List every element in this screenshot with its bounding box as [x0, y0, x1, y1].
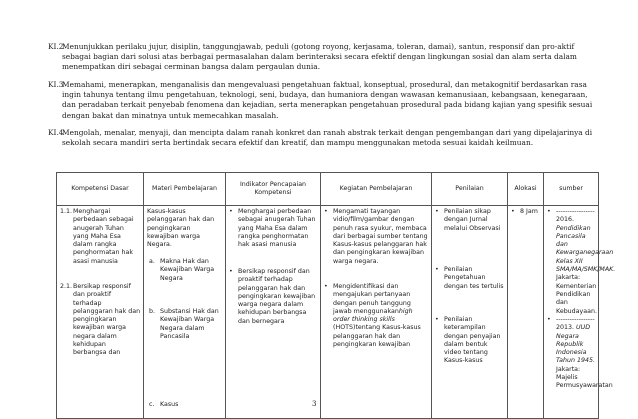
table-row [57, 206, 599, 419]
kegiatan-item: Mengidentifikasi dan mengajukan pertanyaan dengan penuh tanggung jawab menggunakanhigh order thinking skills (HOTS)tentang Kasus-kasus pelanggaran hak dan pengingkaran kewajiban [333, 283, 421, 349]
header-kegiatan: Kegiatan Pembelajaran [321, 173, 432, 206]
ki-code: KI.4 [48, 128, 64, 137]
kd-text: Bersikap responsif dan proaktif terhadap pelanggaran hak dan pengingkaran kewajiban warga negara dalam kehidupan berbangsa dan [73, 283, 141, 357]
ki-code: KI.3 [48, 80, 64, 89]
bullet-icon: • [229, 208, 233, 215]
ki-text: Memahami, menerapkan, menganalisis dan mengevaluasi pengetahuan faktual, konseptual, prosedural, dan metakognitif berdasarkan rasa ingin tahunya tentang ilmu pengetahuan, teknologi, seni, budaya, dan humaniora dengan wawasan kemanusiaan, kebangsaan, kenegaraan, dan peradaban terkait penyebab fenomena dan kejadian, serta menerapkan pengetahuan prosedural pada bidang kajian yang spesifik sesuai dengan bakat dan minatnya untuk memecahkan masalah. [62, 80, 593, 120]
table-header-row [57, 173, 599, 206]
cell-kompetensi-dasar [57, 206, 144, 419]
bullet-icon: • [547, 316, 551, 323]
header-penilaian: Penilaian [432, 173, 508, 206]
header-indikator: Indikator Pencapaian Kompetensi [226, 173, 321, 206]
kd-number: 2.1. [60, 283, 73, 290]
cell-sumber [544, 206, 616, 419]
penilaian-item: Penilaian sikap dengan Jurnal melalui Observasi [444, 208, 501, 232]
cell-indikator [226, 206, 321, 419]
cell-alokasi [508, 206, 544, 419]
syllabus-table [56, 172, 616, 419]
page-number: 3 [312, 400, 317, 408]
list-label: a. [149, 258, 155, 265]
materi-intro: Kasus-kasus pelanggaran hak dan pengingkaran kewajiban warga Negara. [147, 208, 215, 249]
header-kompetensi-dasar: Kompetensi Dasar [57, 173, 144, 206]
kd-text: Menghargai perbedaan sebagai anugerah Tuhan yang Maha Esa dalam rangka penghormatan hak asasi manusia [73, 208, 134, 265]
list-label: b. [149, 308, 155, 315]
materi-item: Makna Hak dan Kewajiban Warga Negara [160, 258, 215, 282]
ki-code: KI.2 [48, 42, 64, 51]
bullet-icon: • [435, 316, 439, 323]
bullet-icon: • [547, 208, 551, 215]
cell-materi [144, 206, 226, 419]
cell-penilaian [432, 206, 508, 419]
bullet-icon: • [324, 283, 328, 290]
materi-item: Kasus [160, 401, 179, 408]
list-label: c. [149, 401, 155, 408]
bullet-icon: • [435, 266, 439, 273]
sumber-item: ----------------- 2013. UUD Negara Republik Indonesia Tahun 1945. Jakarta: Majelis Permusyawaratan [556, 316, 613, 390]
bullet-icon: • [511, 208, 515, 215]
penilaian-item: Penilaian Pengetahuan dengan tes tertulis [444, 266, 504, 290]
cell-kegiatan [321, 206, 432, 419]
header-sumber: sumber [544, 173, 599, 206]
bullet-icon: • [324, 208, 328, 215]
alokasi-value: 8 Jam [520, 208, 538, 215]
header-materi: Materi Pembelajaran [144, 173, 226, 206]
bullet-icon: • [229, 268, 233, 275]
ki-text: Menunjukkan perilaku jujur, disiplin, tanggungjawab, peduli (gotong royong, kerjasama, toleran, damai), santun, responsif dan pro-aktif sebagai bagian dari solusi atas berbagai permasalahan dalam berinteraksi secara efektif dengan lingkungan sosial dan alam serta dalam menempatkan diri sebagai cerminan bangsa dalam pergaulan dunia. [62, 42, 577, 72]
ki-text: Mengolah, menalar, menyaji, dan mencipta dalam ranah konkret dan ranah abstrak terkait dengan pengembangan dari yang dipelajarinya di sekolah secara mandiri serta bertindak secara efektif dan kreatif, dan mampu menggunakan metoda sesuai kaidah keilmuan. [62, 128, 593, 148]
header-alokasi: Alokasi [508, 173, 544, 206]
kegiatan-item: Mengamati tayangan vidio/film/gambar dengan penuh rasa syukur, membaca dari berbagai sumber tentang Kasus-kasus pelanggaran hak dan pengingkaran kewajiban warga negara. [333, 208, 428, 265]
indikator-item: Bersikap responsif dan proaktif terhadap pelanggaran hak dan pengingkaran kewajiban warga negara dalam kehidupan berbangsa dan bernegara [238, 268, 316, 325]
sumber-item: ----------------- 2016. Pendidikan Pancasila dan Kewarganegaraan Kelas XII SMA/MA/SMK/MAK. Jakarta: Kementerian Pendidikan dan Kebudayaan. [556, 208, 616, 315]
materi-item: Substansi Hak dan Kewajiban Warga Negara dalam Pancasila [160, 308, 219, 340]
bullet-icon: • [435, 208, 439, 215]
penilaian-item: Penilaian keterampilan dengan penyajian dalam bentuk video tentang Kasus-kasus [444, 316, 501, 365]
indikator-item: Menghargai perbedaan sebagai anugerah Tuhan yang Maha Esa dalam rangka penghormatan hak asasi manusia [238, 208, 316, 249]
kd-number: 1.1. [60, 208, 73, 215]
